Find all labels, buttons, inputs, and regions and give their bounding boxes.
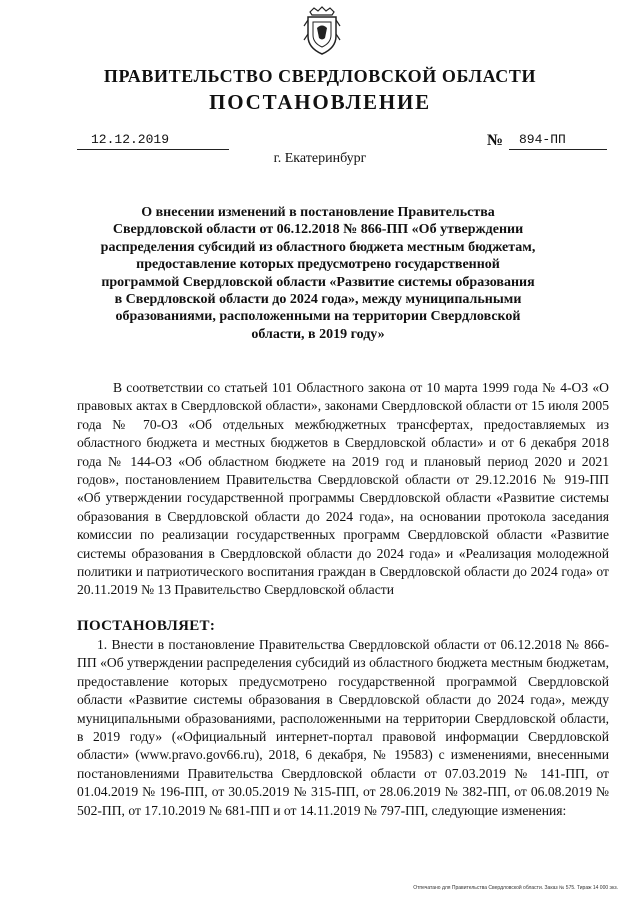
item-1: [77, 636, 609, 820]
preamble-paragraph: В соответствии со статьей 101 Областного закона от 10 марта 1999 года № 4-ОЗ «О правовых актах в Свердловской области», законами Свердловской области от 15 июля 2005 года № 70-ОЗ «Об отдельных межбюджетных трансфертах, предоставляемых из областного бюджета и местных бюджетов в Свердловской области» и от 6 декабря 2018 года № 144-ОЗ «Об областном бюджете на 2019 год и плановый период 2020 и 2021 годов», постановлением Правительства Свердловской области от 29.12.2016 № 919-ПП «Об утверждении государственной программы Свердловской области «Развитие системы образования в Свердловской области до 2024 года», на основании протокола заседания комиссии по реализации государственных программ Свердловской области «Развитие системы образования в Свердловской области до 2024 года» и «Реализация молодежной политики и патриотического воспитания граждан в Свердловской области до 2024 года» от 20.11.2019 № 13 Правительство Свердловской области: [77, 380, 609, 598]
preamble: [77, 379, 609, 600]
document-type: ПОСТАНОВЛЕНИЕ: [209, 90, 431, 114]
resolve-heading: ПОСТАНОВЛЯЕТ:: [77, 618, 216, 634]
number-sign: №: [487, 132, 504, 149]
coat-of-arms-icon: [302, 6, 342, 56]
print-footer: Отпечатано для Правительства Свердловской области. Заказ № 575. Тираж 14 000 экз.: [413, 885, 618, 891]
document-number: 894-ПП: [509, 132, 607, 150]
government-name: ПРАВИТЕЛЬСТВО СВЕРДЛОВСКОЙ ОБЛАСТИ: [103, 66, 537, 86]
item-1-paragraph: 1. Внести в постановление Правительства Свердловской области от 06.12.2018 № 866-ПП «Об утверждении распределения субсидий из областного бюджета местным бюджетам, предоставление которых предусмотрено государственной программой Свердловской области «Развитие системы образования в Свердловской области до 2024 года», между муниципальными образованиями, расположенными на территории Свердловской области, в 2019 году» («Официальный интернет-портал правовой информации Свердловской области» (www.pravo.gov66.ru), 2018, 6 декабря, № 19583) с изменениями, внесенными постановлениями Правительства Свердловской области от 07.03.2019 № 141-ПП, от 01.04.2019 № 196-ПП, от 30.05.2019 № 315-ПП, от 28.06.2019 № 382-ПП, от 06.08.2019 № 502-ПП, от 17.10.2019 № 681-ПП и от 14.11.2019 № 797-ПП, следующие изменения:: [77, 637, 609, 818]
document-date: 12.12.2019: [77, 132, 229, 150]
city-name: г. Екатеринбург: [273, 151, 367, 166]
decree-title: О внесении изменений в постановление Правительства Свердловской области от 06.12.2018 № 866-ПП «Об утверждении распределения субсидий из областного бюджета местным бюджетам, предоставление которых предусмотрено государственной программой Свердловской области «Развитие системы образования в Свердловской области до 2024 года», между муниципальными образованиями, расположенными на территории Свердловской области, в 2019 году»: [100, 205, 536, 342]
